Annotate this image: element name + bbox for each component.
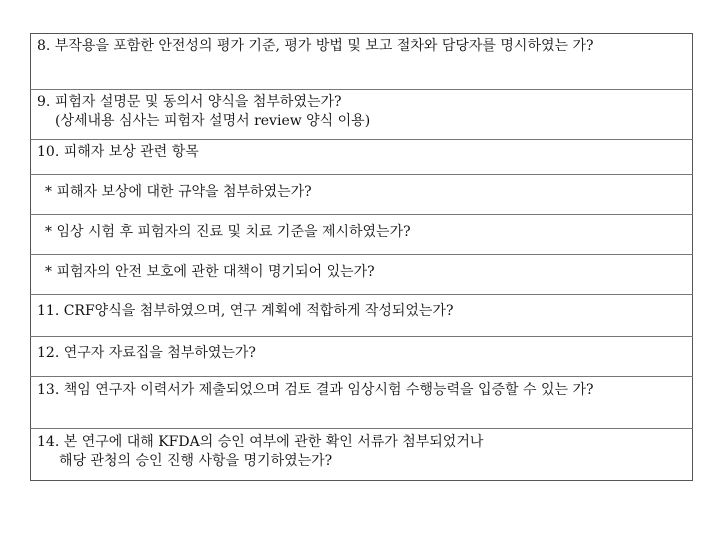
item-13-text: 13. 책임 연구자 이력서가 제출되었으며 검토 결과 임상시험 수행능력을 입증할 수 있는 가? [37,382,594,398]
checklist-item-12 [31,337,693,377]
item-11-text: 11. CRF양식을 첨부하였으며, 연구 계획에 적합하게 작성되었는가? [37,303,454,319]
checklist-subitem-10a [31,175,693,215]
item-12-text: 12. 연구자 자료집을 첨부하였는가? [37,345,256,361]
item-14-continuation: 해당 관청의 승인 진행 사항을 명기하였는가? [59,453,333,469]
item-10a-text: * 피해자 보상에 대한 규약을 첨부하였는가? [45,184,312,200]
checklist-row-10c [31,255,693,295]
checklist-item-8 [31,34,693,90]
item-9-note: (상세내용 심사는 피험자 설명서 review 양식 이용) [55,113,371,129]
checklist-item-13 [31,377,693,429]
checklist-item-11 [31,295,693,337]
item-10c-text: * 피험자의 안전 보호에 관한 대책이 명기되어 있는가? [45,264,375,280]
item-8-text: 8. 부작용을 포함한 안전성의 평가 기준, 평가 방법 및 보고 절차와 담당자를 명시하였는 가? [37,38,594,54]
checklist-row-10a [31,175,693,215]
item-10-heading: 10. 피해자 보상 관련 항목 [37,144,199,160]
checklist-row-10 [31,140,693,175]
item-9-question: 9. 피험자 설명문 및 동의서 양식을 첨부하였는가? [37,94,342,110]
checklist-row-13 [31,377,693,429]
item-14-question: 14. 본 연구에 대해 KFDA의 승인 여부에 관한 확인 서류가 첨부되었거나 [37,434,484,450]
checklist-row-14 [31,429,693,481]
checklist-item-14 [31,429,693,481]
checklist-row-11 [31,295,693,337]
checklist-item-9 [31,90,693,140]
checklist-row-12 [31,337,693,377]
review-checklist-table [30,33,693,481]
checklist-row-10b [31,215,693,255]
checklist-item-10 [31,140,693,175]
checklist-row-9 [31,90,693,140]
checklist-row-8 [31,34,693,90]
item-10b-text: * 임상 시험 후 피험자의 진료 및 치료 기준을 제시하였는가? [45,224,411,240]
checklist-subitem-10b [31,215,693,255]
checklist-subitem-10c [31,255,693,295]
